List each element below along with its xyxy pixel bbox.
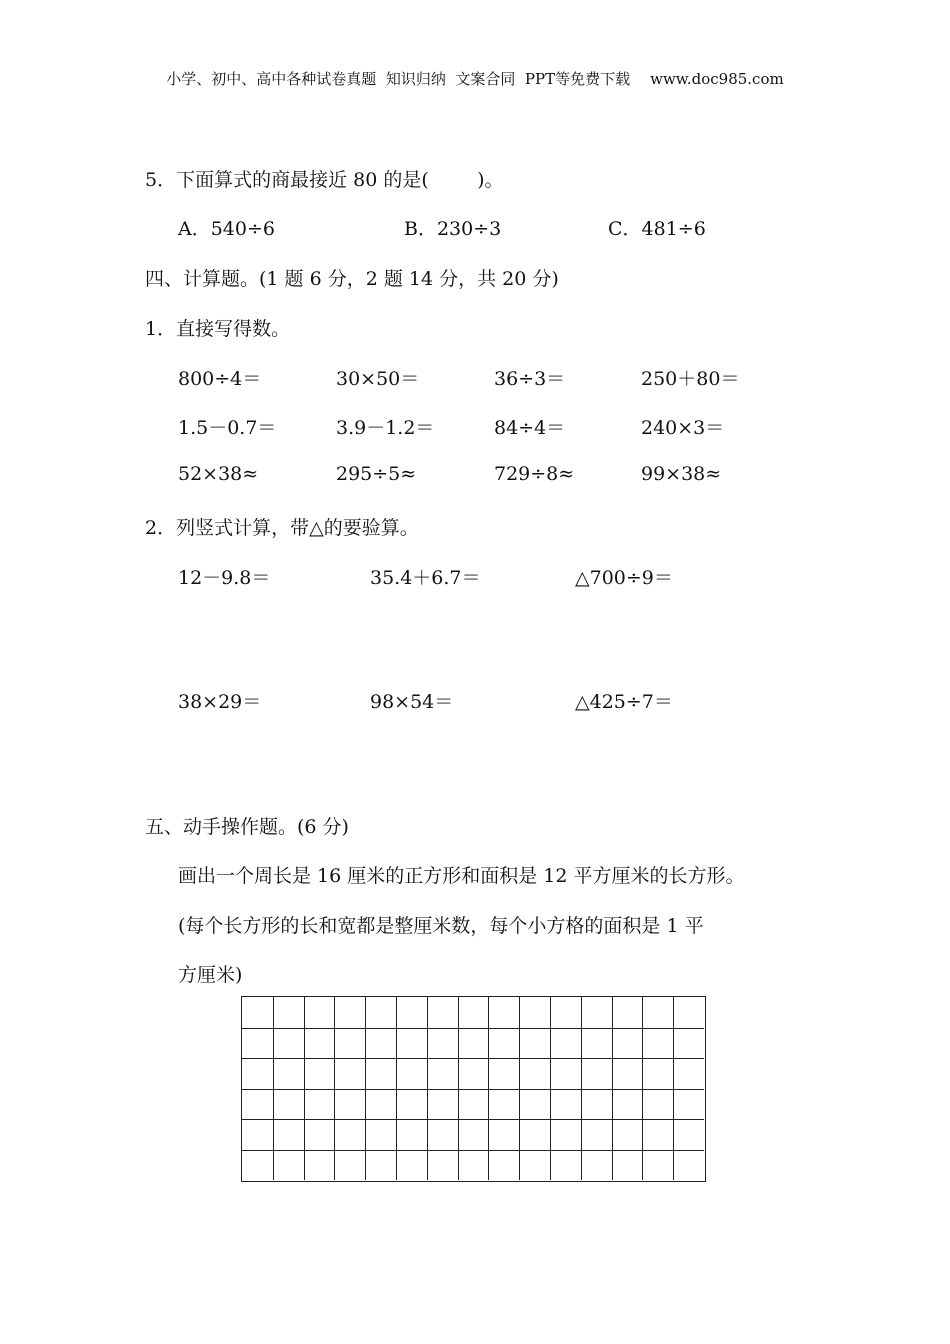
question-5-option-a: A．540÷6 xyxy=(178,218,275,240)
calc-item: 729÷8≈ xyxy=(494,463,575,485)
question-2-title: 2．列竖式计算，带△的要验算。 xyxy=(145,517,419,539)
vertical-calc-item: △700÷9＝ xyxy=(575,567,673,589)
calc-item: 3.9－1.2＝ xyxy=(336,417,435,439)
calc-item: 84÷4＝ xyxy=(494,417,566,439)
vertical-calc-item: △425÷7＝ xyxy=(575,691,673,713)
vertical-calc-item: 35.4＋6.7＝ xyxy=(370,567,481,589)
page-header xyxy=(0,68,950,89)
calc-item: 800÷4＝ xyxy=(178,368,262,390)
section-5-instruction-2: (每个长方形的长和宽都是整厘米数，每个小方格的面积是 1 平 xyxy=(178,915,704,937)
header-url[interactable]: www.doc985.com xyxy=(650,70,784,88)
section-4-title: 四、计算题。(1 题 6 分，2 题 14 分，共 20 分) xyxy=(145,268,559,290)
question-1-title: 1．直接写得数。 xyxy=(145,318,291,340)
header-text: 小学、初中、高中各种试卷真题 知识归纳 文案合同 PPT等免费下载 xyxy=(166,70,631,88)
question-5-stem: 5．下面算式的商最接近 80 的是( )。 xyxy=(145,169,504,191)
section-5-title: 五、动手操作题。(6 分) xyxy=(145,816,349,838)
calc-item: 295÷5≈ xyxy=(336,463,417,485)
grid-lines xyxy=(242,997,704,1180)
vertical-calc-item: 98×54＝ xyxy=(370,691,454,713)
section-5-instruction-3: 方厘米) xyxy=(178,964,243,986)
vertical-calc-item: 12－9.8＝ xyxy=(178,567,271,589)
calc-item: 240×3＝ xyxy=(641,417,725,439)
calc-item: 1.5－0.7＝ xyxy=(178,417,277,439)
section-5-instruction-1: 画出一个周长是 16 厘米的正方形和面积是 12 平方厘米的长方形。 xyxy=(178,865,745,887)
calc-item: 99×38≈ xyxy=(641,463,722,485)
calc-item: 250＋80＝ xyxy=(641,368,740,390)
vertical-calc-item: 38×29＝ xyxy=(178,691,262,713)
drawing-grid[interactable] xyxy=(241,996,706,1182)
calc-item: 30×50＝ xyxy=(336,368,420,390)
calc-item: 36÷3＝ xyxy=(494,368,566,390)
question-5-option-c: C．481÷6 xyxy=(608,218,706,240)
question-5-option-b: B．230÷3 xyxy=(404,218,502,240)
calc-item: 52×38≈ xyxy=(178,463,259,485)
